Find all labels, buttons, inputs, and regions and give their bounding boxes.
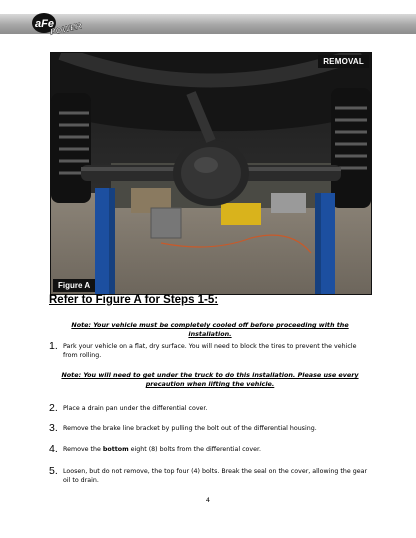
step-number: 2. — [49, 402, 58, 414]
figure-a-photo — [50, 52, 372, 295]
step-text: Remove the brake line bracket by pulling the bolt out of the differential housing. — [63, 425, 317, 432]
page-number: 4 — [205, 496, 211, 504]
logo-wordmark: POWER — [49, 20, 83, 36]
logo-mark: aFe — [35, 18, 54, 30]
lifting-note: Note: You will need to get under the truck to do this installation. Please use every precaution when lifting the vehicle. — [61, 371, 359, 388]
step-text: Loosen, but do not remove, the top four (4) bolts. Break the seal on the cover, allowing the gear oil to drain. — [63, 468, 368, 485]
step-text: Place a drain pan under the differential cover. — [63, 405, 208, 412]
figure-caption: Figure A — [53, 279, 95, 292]
step-number: 3. — [49, 422, 58, 434]
step-text: Park your vehicle on a flat, dry surface. You will need to block the tires to prevent the vehicle from rolling. — [63, 343, 357, 360]
step-text: Remove the bottom eight (8) bolts from the differential cover. — [63, 446, 262, 453]
step-number: 4. — [49, 443, 58, 455]
afe-power-logo — [30, 8, 86, 36]
cooldown-note: Note: Your vehicle must be completely cooled off before proceeding with the installation. — [71, 321, 349, 338]
section-title: Refer to Figure A for Steps 1-5: — [49, 294, 219, 306]
removal-badge: REMOVAL — [318, 55, 369, 68]
step-number: 5. — [49, 465, 58, 477]
step-number: 1. — [49, 340, 58, 352]
